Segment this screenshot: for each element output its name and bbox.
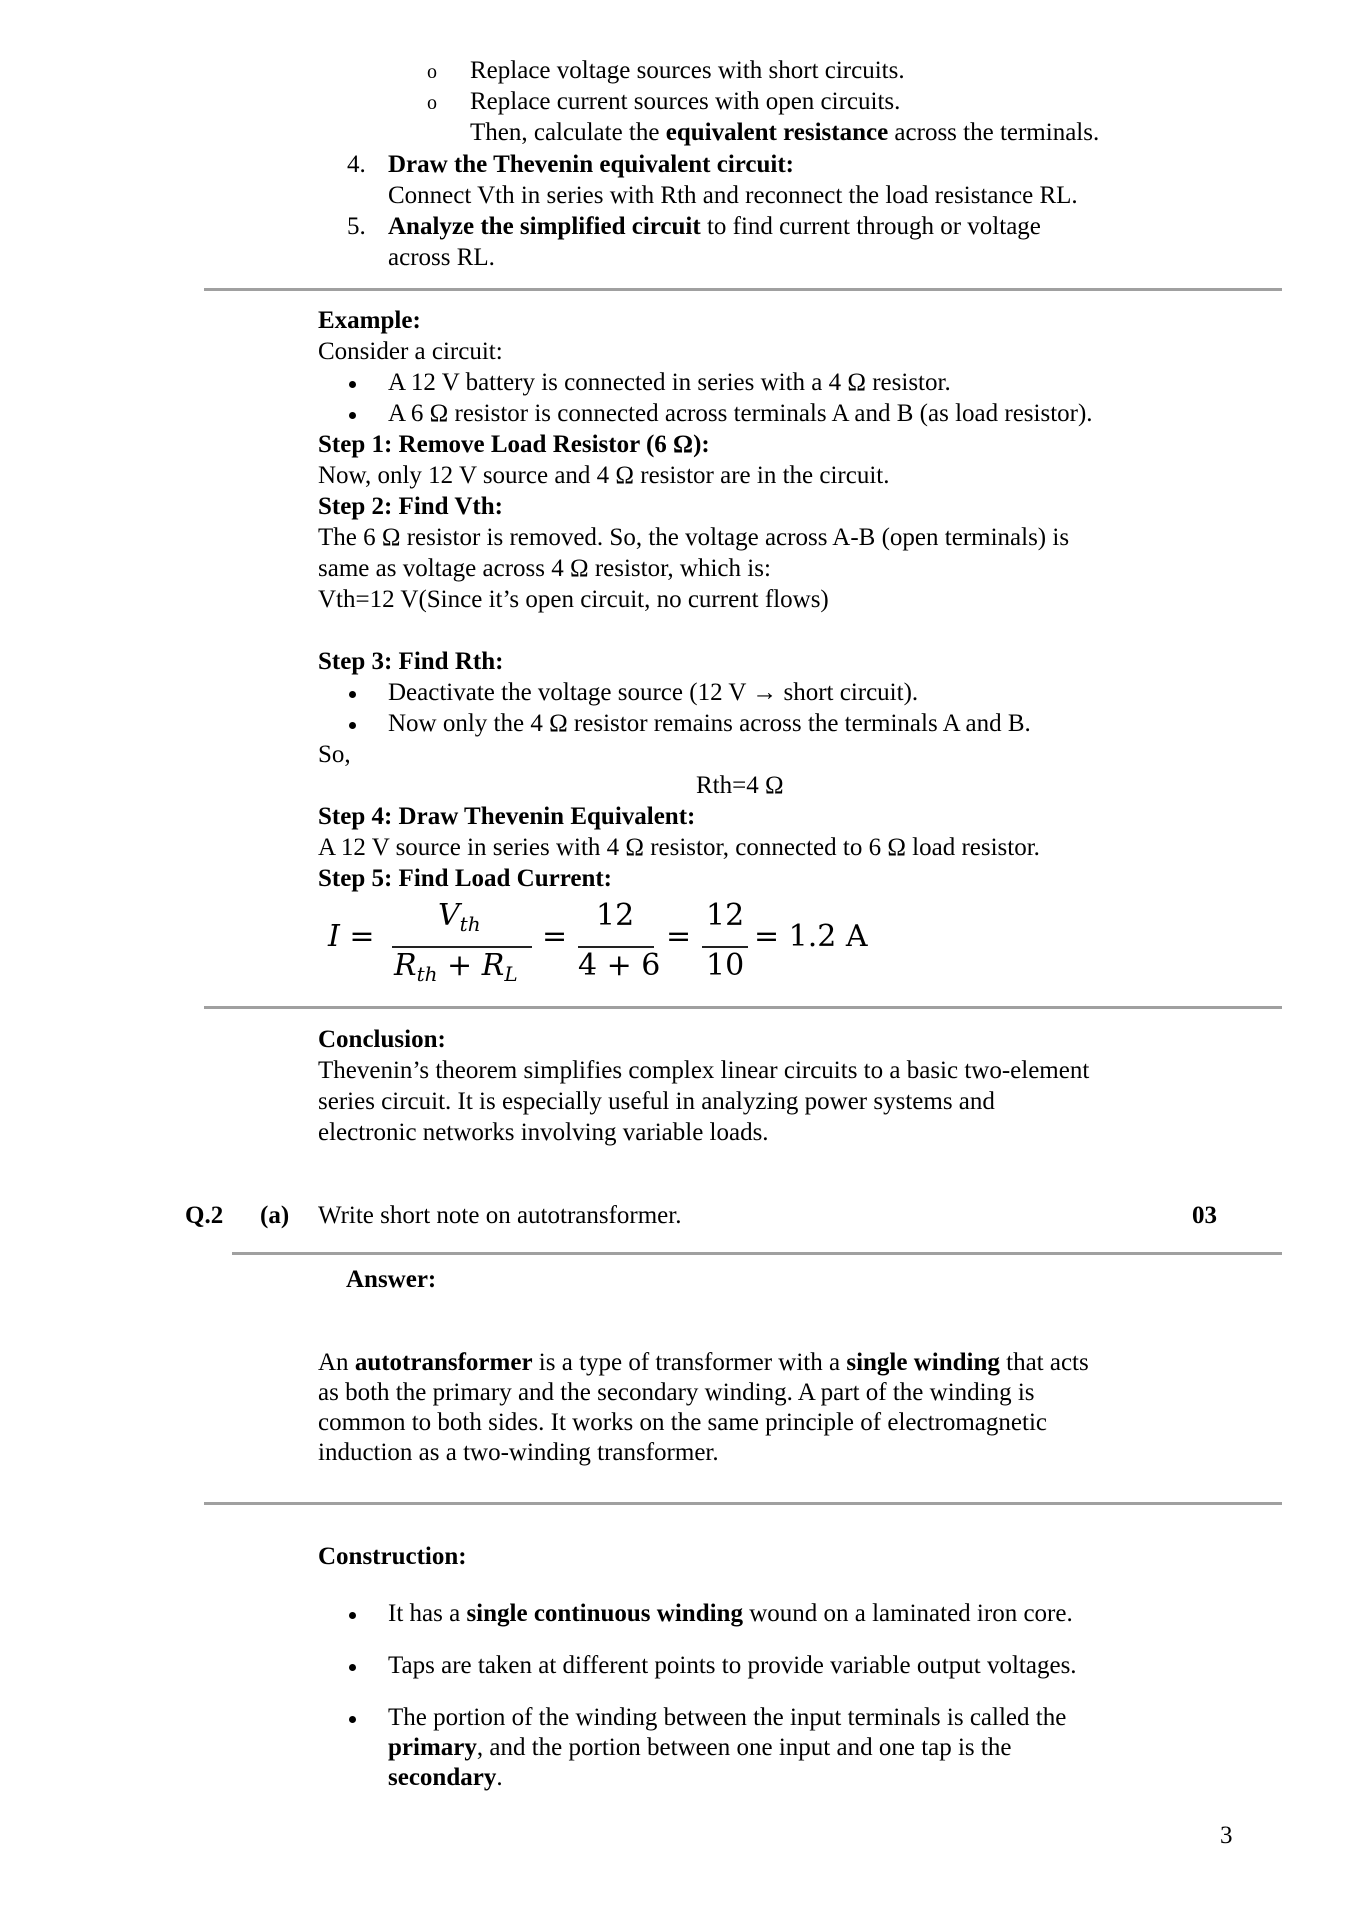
bullet	[349, 412, 356, 419]
step-heading: Step 3: Find Rth:	[318, 648, 504, 675]
answer-paragraph: as both the primary and the secondary winding. A part of the winding is	[318, 1379, 1035, 1406]
step-text: Vth=12 V(Since it’s open circuit, no current flows)	[318, 586, 829, 613]
step-text: Connect Vth in series with Rth and reconnect the load resistance RL.	[388, 182, 1078, 209]
formula-lhs: I =	[328, 919, 375, 954]
answer-label: Answer:	[346, 1266, 437, 1293]
construction-heading: Construction:	[318, 1543, 467, 1570]
step-text: So,	[318, 741, 351, 768]
result-equation: Rth=4 Ω	[696, 772, 784, 799]
list-item: primary, and the portion between one input and one tap is the	[388, 1734, 1012, 1761]
conclusion-text: electronic networks involving variable loads.	[318, 1119, 769, 1146]
formula-numerator: $V_{th}$	[438, 898, 481, 936]
sub-step-text: Replace voltage sources with short circuits.	[470, 57, 905, 84]
answer-paragraph: common to both sides. It works on the same principle of electromagnetic	[318, 1409, 1047, 1436]
question-number: Q.2	[185, 1202, 224, 1229]
step-text: Analyze the simplified circuit to find current through or voltage	[388, 213, 1041, 240]
divider	[232, 1252, 1282, 1255]
formula-result: = 1.2 A	[754, 919, 868, 954]
formula-equals: =	[542, 919, 568, 954]
divider	[204, 288, 1282, 291]
bullet	[349, 1612, 356, 1619]
list-item: It has a single continuous winding wound on a laminated iron core.	[388, 1600, 1073, 1627]
step-heading: Step 1: Remove Load Resistor (6 Ω):	[318, 431, 710, 458]
answer-paragraph: induction as a two-winding transformer.	[318, 1439, 719, 1466]
conclusion-heading: Conclusion:	[318, 1026, 446, 1053]
formula-numerator: 12	[596, 898, 635, 933]
step-text: same as voltage across 4 Ω resistor, which is:	[318, 555, 771, 582]
list-item: Deactivate the voltage source (12 V → short circuit).	[388, 679, 919, 706]
step-text: across RL.	[388, 244, 495, 271]
example-heading: Example:	[318, 307, 421, 334]
formula-numerator: 12	[706, 898, 745, 933]
example-intro: Consider a circuit:	[318, 338, 503, 365]
step-text: Now, only 12 V source and 4 Ω resistor are in the circuit.	[318, 462, 890, 489]
formula-denominator: 10	[706, 948, 745, 983]
step-heading: Step 4: Draw Thevenin Equivalent:	[318, 803, 696, 830]
answer-paragraph: An autotransformer is a type of transformer with a single winding that acts	[318, 1349, 1089, 1376]
step-text: A 12 V source in series with 4 Ω resistor, connected to 6 Ω load resistor.	[318, 834, 1040, 861]
conclusion-text: Thevenin’s theorem simplifies complex linear circuits to a basic two-element	[318, 1057, 1090, 1084]
divider	[204, 1502, 1282, 1505]
circle-bullet: o	[427, 61, 437, 83]
list-item: The portion of the winding between the input terminals is called the	[388, 1704, 1067, 1731]
list-item: A 6 Ω resistor is connected across terminals A and B (as load resistor).	[388, 400, 1093, 427]
list-item: Taps are taken at different points to provide variable output voltages.	[388, 1652, 1077, 1679]
divider	[204, 1006, 1282, 1009]
formula-equals: =	[666, 919, 692, 954]
list-item: A 12 V battery is connected in series with a 4 Ω resistor.	[388, 369, 951, 396]
list-item: Now only the 4 Ω resistor remains across the terminals A and B.	[388, 710, 1031, 737]
step-heading: Step 5: Find Load Current:	[318, 865, 613, 892]
bullet	[349, 1664, 356, 1671]
step-heading: Draw the Thevenin equivalent circuit:	[388, 151, 795, 178]
conclusion-text: series circuit. It is especially useful in analyzing power systems and	[318, 1088, 995, 1115]
page-number: 3	[1220, 1822, 1233, 1849]
formula-denominator: $R_{th} + R_L$	[394, 948, 518, 986]
list-item: secondary.	[388, 1764, 503, 1791]
bullet	[349, 1716, 356, 1723]
step-number: 5.	[347, 213, 366, 240]
step-number: 4.	[347, 151, 366, 178]
step-text: The 6 Ω resistor is removed. So, the voltage across A-B (open terminals) is	[318, 524, 1070, 551]
bullet	[349, 691, 356, 698]
sub-step-then: Then, calculate the equivalent resistance across the terminals.	[470, 119, 1100, 146]
step-heading: Step 2: Find Vth:	[318, 493, 503, 520]
formula-denominator: 4 + 6	[578, 948, 661, 983]
question-part: (a)	[260, 1202, 290, 1229]
bullet	[349, 381, 356, 388]
sub-step-text: Replace current sources with open circuits.	[470, 88, 901, 115]
question-text: Write short note on autotransformer.	[318, 1202, 682, 1229]
question-marks: 03	[1192, 1202, 1217, 1229]
circle-bullet: o	[427, 92, 437, 114]
bullet	[349, 722, 356, 729]
